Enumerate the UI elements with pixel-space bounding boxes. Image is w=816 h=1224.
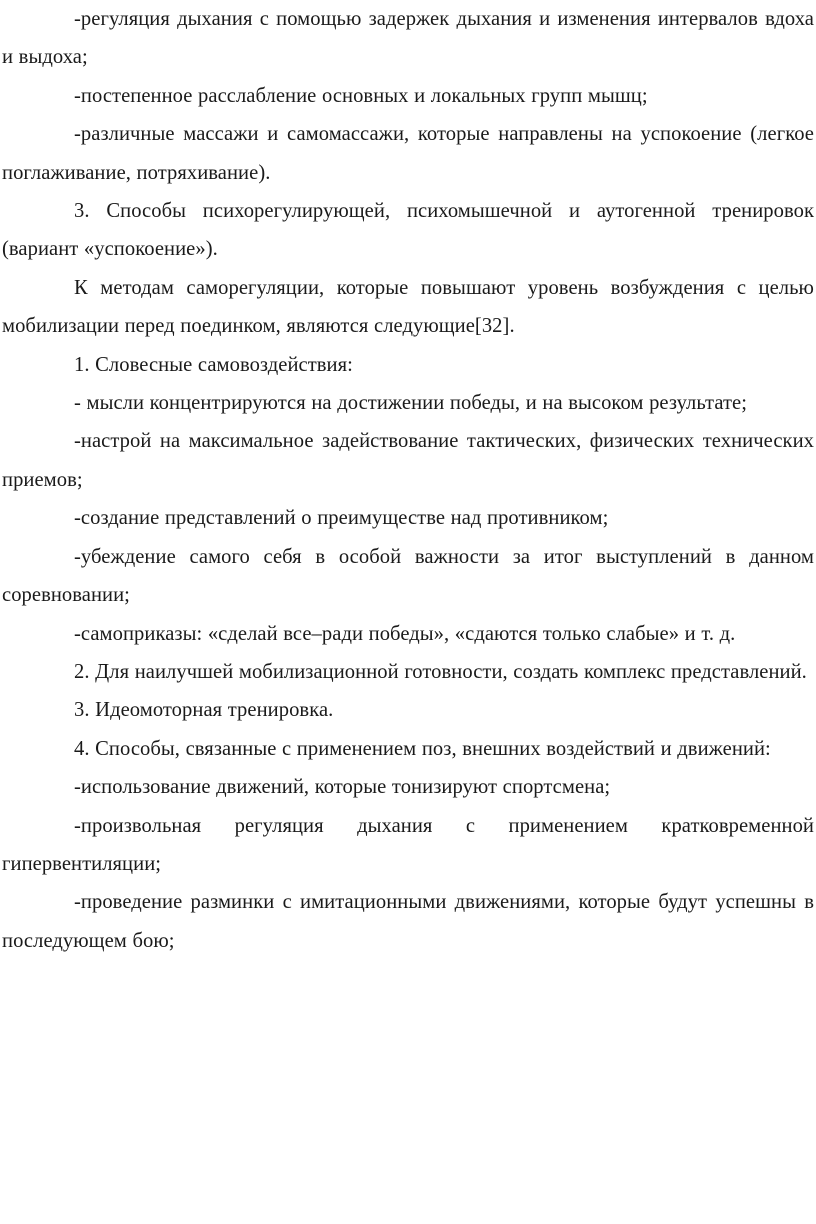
paragraph-victory-thoughts: - мысли концентрируются на достижении победы, и на высоком результате; bbox=[74, 392, 748, 415]
paragraph-breathing-regulation: -регуляция дыхания с помощью задержек дыхания и изменения интервалов вдоха и выдоха; bbox=[2, 8, 814, 69]
document-body bbox=[2, 0, 814, 960]
paragraph-ideomotor-training: 3. Идеомоторная тренировка. bbox=[74, 699, 334, 722]
paragraph-hyperventilation: -произвольная регуляция дыхания с применением кратковременной гипервентиляции; bbox=[2, 814, 814, 875]
paragraph-massage: -различные массажи и самомассажи, которые направлены на успокоение (легкое поглаживание, потряхивание). bbox=[2, 123, 814, 184]
paragraph-toning-movements: -использование движений, которые тонизируют спортсмена; bbox=[74, 776, 611, 799]
paragraph-poses-and-movements: 4. Способы, связанные с применением поз, внешних воздействий и движений: bbox=[74, 737, 771, 760]
paragraph-psychoregulatory-methods: 3. Способы психорегулирующей, психомышечной и аутогенной тренировок (вариант «успокоение»). bbox=[2, 200, 814, 261]
paragraph-arousal-methods-intro: К методам саморегуляции, которые повышают уровень возбуждения с целью мобилизации перед поединком, являются следующие[32]. bbox=[2, 276, 814, 338]
paragraph-muscle-relaxation: -постепенное расслабление основных и локальных групп мышц; bbox=[74, 84, 648, 107]
paragraph-verbal-self-influence: 1. Словесные самовоздействия: bbox=[74, 353, 353, 376]
paragraph-mobilization-readiness: 2. Для наилучшей мобилизационной готовности, создать комплекс представлений. bbox=[74, 660, 807, 683]
paragraph-warmup: -проведение разминки с имитационными движениями, которые будут успешны в последующем бою; bbox=[2, 891, 814, 952]
paragraph-self-orders: -самоприказы: «сделай все–ради победы», «сдаются только слабые» и т. д. bbox=[74, 622, 736, 645]
paragraph-tactical-setup: -настрой на максимальное задействование тактических, физических технических приемов; bbox=[2, 430, 814, 491]
paragraph-self-persuasion: -убеждение самого себя в особой важности за итог выступлений в данном соревновании; bbox=[2, 545, 814, 607]
paragraph-superiority-ideas: -создание представлений о преимуществе над противником; bbox=[74, 507, 609, 530]
